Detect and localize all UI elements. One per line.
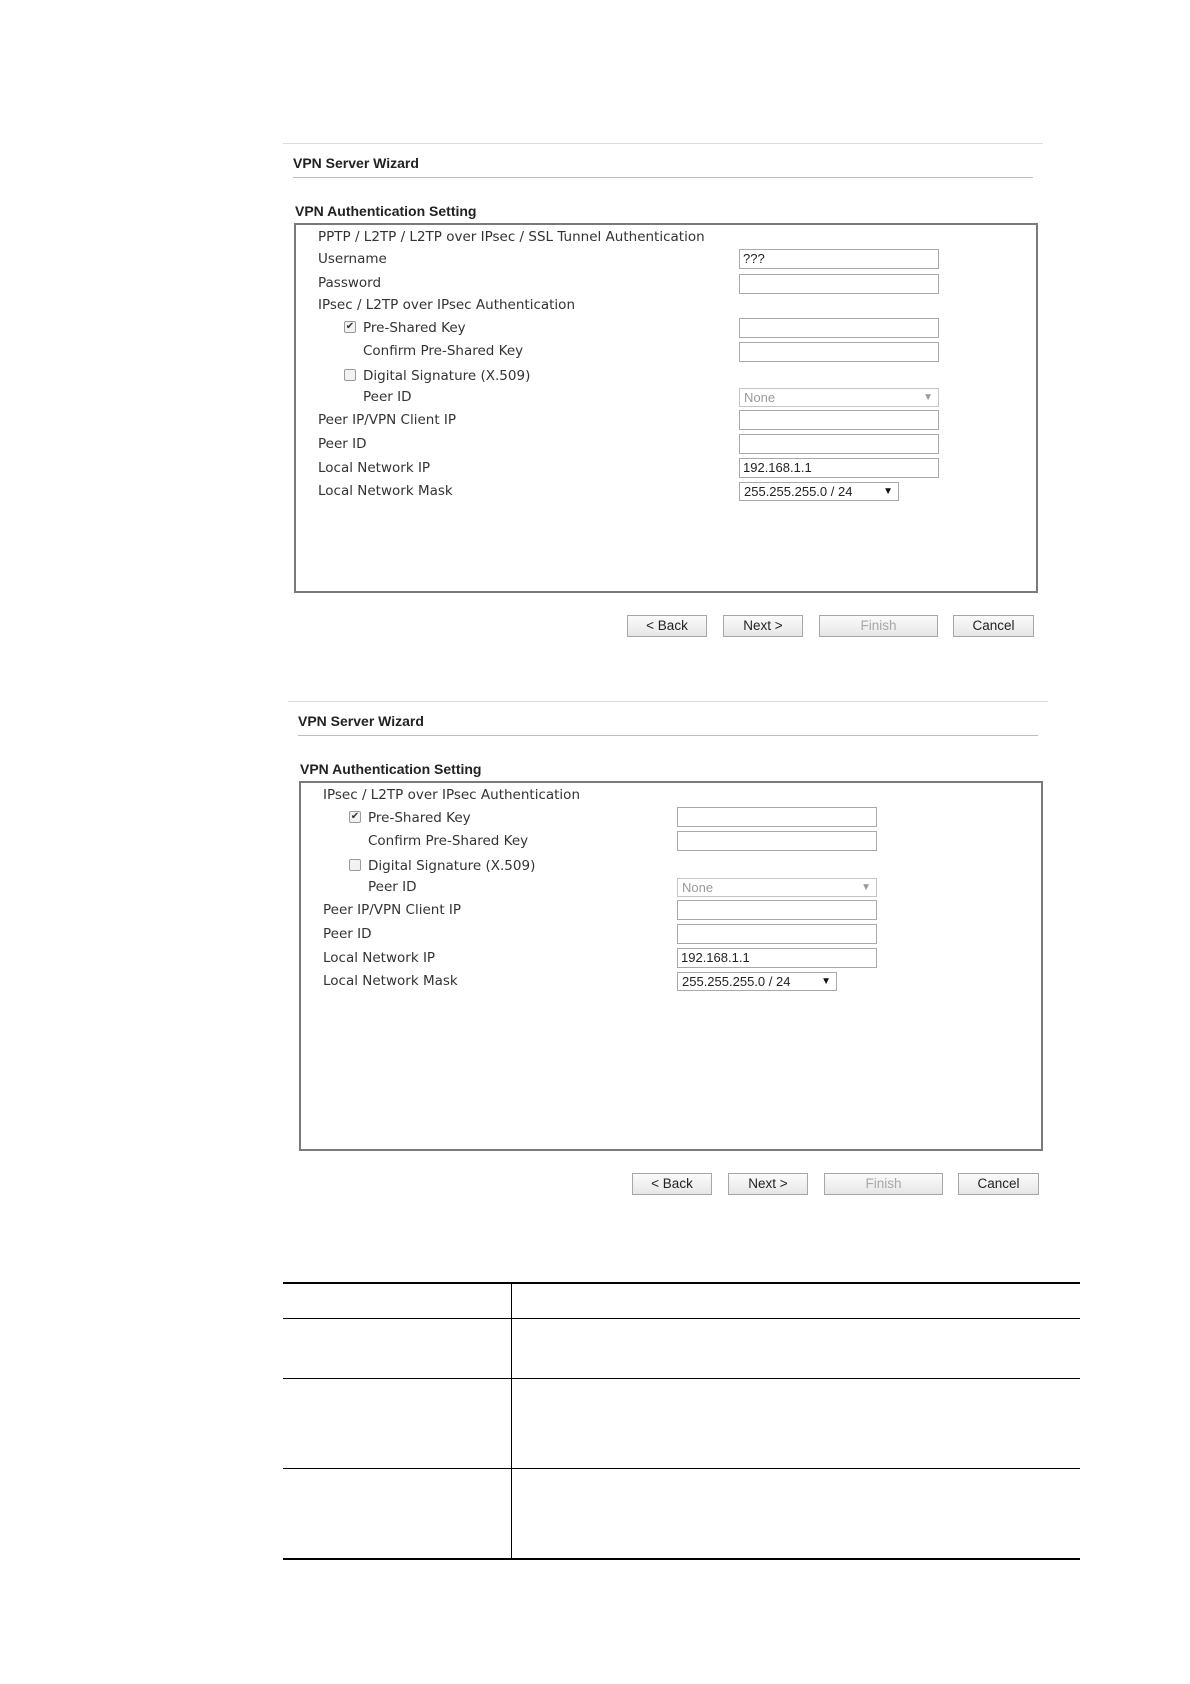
divider xyxy=(288,701,1048,702)
local-network-mask-select[interactable] xyxy=(739,482,899,501)
pre-shared-key-label: Pre-Shared Key xyxy=(368,810,471,826)
digital-signature-label: Digital Signature (X.509) xyxy=(363,368,531,384)
group-label-ipsec: IPsec / L2TP over IPsec Authentication xyxy=(318,297,576,313)
table-row-divider xyxy=(283,1378,1080,1379)
local-network-mask-value: 255.255.255.0 / 24 xyxy=(682,974,791,989)
wizard-title: VPN Server Wizard xyxy=(293,155,419,171)
local-network-mask-value: 255.255.255.0 / 24 xyxy=(744,484,853,499)
digital-signature-checkbox[interactable] xyxy=(344,369,356,381)
local-network-mask-label: Local Network Mask xyxy=(318,483,453,499)
confirm-pre-shared-key-input[interactable] xyxy=(739,342,939,362)
table-top-border xyxy=(283,1282,1080,1284)
username-input[interactable]: ??? xyxy=(739,249,939,269)
digital-signature-checkbox[interactable] xyxy=(349,859,361,871)
vpn-wizard-2 xyxy=(288,701,1048,1206)
auth-settings-box xyxy=(299,781,1043,1151)
divider xyxy=(293,177,1033,178)
peer-id-sub-label: Peer ID xyxy=(368,879,417,895)
description-table xyxy=(283,1282,1080,1562)
cancel-button[interactable]: Cancel xyxy=(953,615,1034,637)
peer-id-label: Peer ID xyxy=(318,436,367,452)
peer-ip-input[interactable] xyxy=(677,900,877,920)
finish-button[interactable]: Finish xyxy=(824,1173,943,1195)
local-network-ip-input[interactable]: 192.168.1.1 xyxy=(739,458,939,478)
local-network-ip-input[interactable]: 192.168.1.1 xyxy=(677,948,877,968)
peer-id-label: Peer ID xyxy=(323,926,372,942)
next-button[interactable]: Next > xyxy=(728,1173,808,1195)
peer-id-input[interactable] xyxy=(677,924,877,944)
peer-id-select[interactable] xyxy=(677,878,877,897)
peer-id-sub-label: Peer ID xyxy=(363,389,412,405)
password-input[interactable] xyxy=(739,274,939,294)
vpn-wizard-1 xyxy=(283,143,1043,648)
local-network-ip-label: Local Network IP xyxy=(323,950,436,966)
peer-id-input[interactable] xyxy=(739,434,939,454)
chevron-down-icon: ▼ xyxy=(861,882,871,893)
local-network-ip-label: Local Network IP xyxy=(318,460,431,476)
peer-id-select-value: None xyxy=(744,390,776,405)
confirm-pre-shared-key-input[interactable] xyxy=(677,831,877,851)
pre-shared-key-input[interactable] xyxy=(677,807,877,827)
peer-id-select[interactable] xyxy=(739,388,939,407)
divider xyxy=(298,735,1038,736)
table-row-divider xyxy=(283,1468,1080,1469)
password-label: Password xyxy=(318,275,382,291)
chevron-down-icon: ▼ xyxy=(821,976,831,987)
finish-button[interactable]: Finish xyxy=(819,615,938,637)
chevron-down-icon: ▼ xyxy=(883,486,893,497)
peer-id-select-value: None xyxy=(682,880,714,895)
pre-shared-key-checkbox[interactable] xyxy=(349,811,361,823)
peer-ip-label: Peer IP/VPN Client IP xyxy=(318,412,457,428)
local-network-mask-label: Local Network Mask xyxy=(323,973,458,989)
table-column-divider xyxy=(511,1282,512,1560)
confirm-pre-shared-key-label: Confirm Pre-Shared Key xyxy=(363,343,524,359)
section-title: VPN Authentication Setting xyxy=(295,203,477,219)
check-icon: ✔ xyxy=(345,321,355,332)
check-icon: ✔ xyxy=(350,811,360,822)
local-network-mask-select[interactable] xyxy=(677,972,837,991)
back-button[interactable]: < Back xyxy=(627,615,707,637)
pre-shared-key-checkbox[interactable] xyxy=(344,321,356,333)
auth-settings-box xyxy=(294,223,1038,593)
divider xyxy=(283,143,1043,144)
digital-signature-label: Digital Signature (X.509) xyxy=(368,858,536,874)
peer-ip-label: Peer IP/VPN Client IP xyxy=(323,902,462,918)
pre-shared-key-label: Pre-Shared Key xyxy=(363,320,466,336)
table-row-divider xyxy=(283,1318,1080,1319)
back-button[interactable]: < Back xyxy=(632,1173,712,1195)
pre-shared-key-input[interactable] xyxy=(739,318,939,338)
peer-ip-input[interactable] xyxy=(739,410,939,430)
cancel-button[interactable]: Cancel xyxy=(958,1173,1039,1195)
table-bottom-border xyxy=(283,1558,1080,1560)
chevron-down-icon: ▼ xyxy=(923,392,933,403)
next-button[interactable]: Next > xyxy=(723,615,803,637)
username-label: Username xyxy=(318,251,387,267)
confirm-pre-shared-key-label: Confirm Pre-Shared Key xyxy=(368,833,529,849)
section-title: VPN Authentication Setting xyxy=(300,761,482,777)
group-label-ipsec: IPsec / L2TP over IPsec Authentication xyxy=(323,787,581,803)
wizard-title: VPN Server Wizard xyxy=(298,713,424,729)
group-label-pptp: PPTP / L2TP / L2TP over IPsec / SSL Tunnel Authentication xyxy=(318,229,705,245)
